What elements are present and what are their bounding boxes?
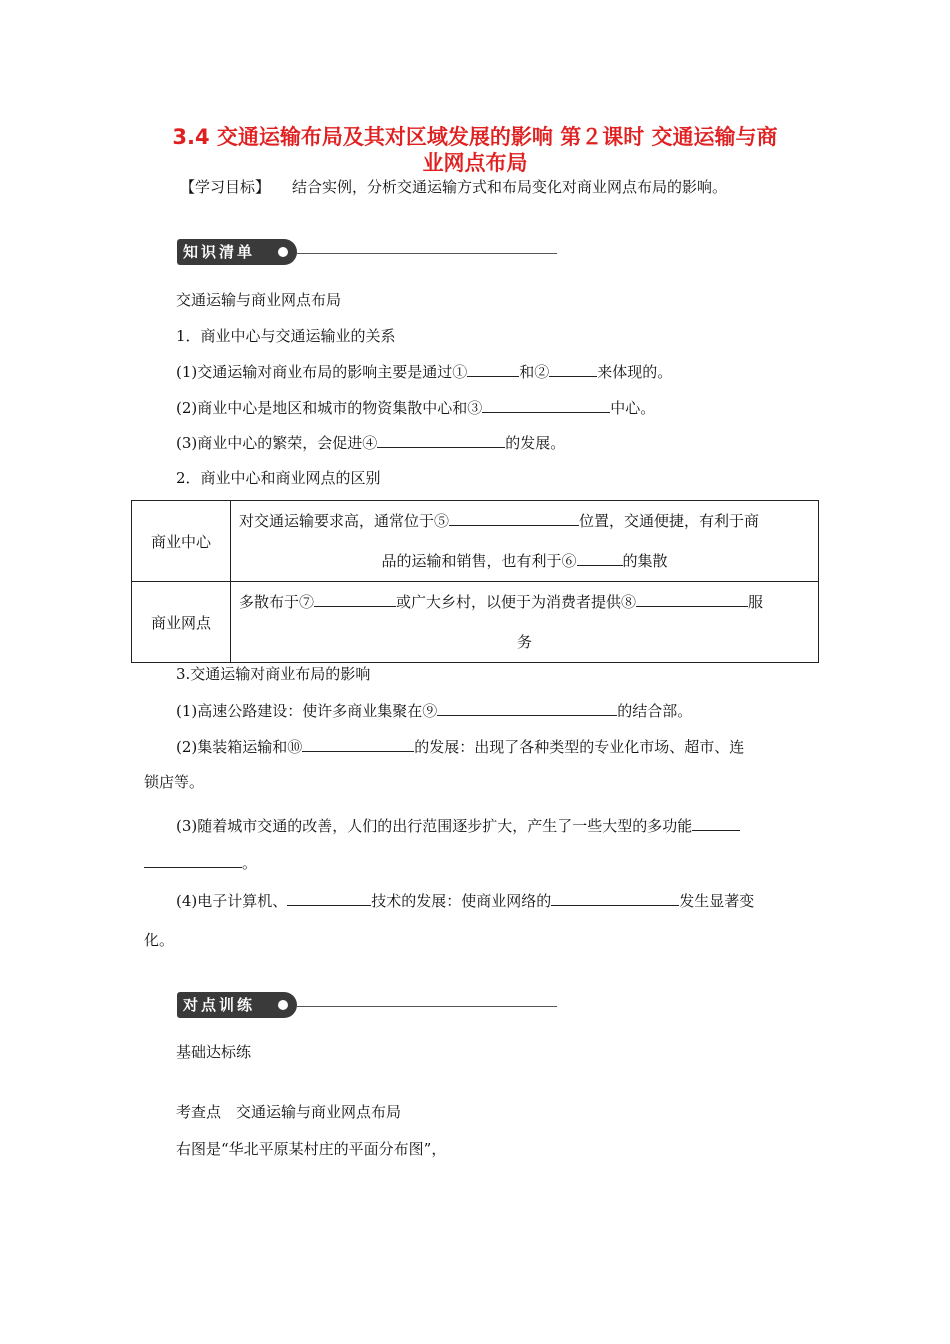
table-cell-content bbox=[231, 501, 819, 582]
question-1 bbox=[176, 361, 672, 382]
practice-intro: 右图是“华北平原某村庄的平面分布图”， bbox=[176, 1140, 447, 1158]
item-1: 1．商业中心与交通运输业的关系 bbox=[176, 327, 396, 345]
circle-icon bbox=[278, 247, 288, 257]
statement-4-cont: 化。 bbox=[144, 931, 175, 949]
question-text: 和② bbox=[519, 363, 550, 381]
cell-line bbox=[239, 541, 810, 581]
question-text: (3)商业中心的繁荣，会促进④ bbox=[176, 434, 378, 452]
cell-text: 服 bbox=[748, 593, 764, 611]
statement-3 bbox=[176, 815, 740, 836]
question-3 bbox=[176, 432, 565, 453]
comparison-table bbox=[131, 500, 819, 663]
page-title-line1: 3.4 交通运输布局及其对区域发展的影响 第２课时 交通运输与商 bbox=[172, 125, 778, 149]
section-badge-practice bbox=[177, 992, 297, 1018]
statement-3-cont bbox=[144, 852, 257, 873]
item-2: 2．商业中心和商业网点的区别 bbox=[176, 469, 381, 487]
cell-text: 对交通运输要求高，通常位于⑤ bbox=[239, 512, 450, 530]
page-title-line2: 业网点布局 bbox=[422, 151, 528, 175]
question-text: (1)交通运输对商业布局的影响主要是通过① bbox=[176, 363, 468, 381]
statement-text: 的结合部。 bbox=[617, 702, 693, 720]
answer-blank-2[interactable] bbox=[549, 361, 597, 377]
cell-line bbox=[239, 501, 810, 541]
cell-line bbox=[239, 582, 810, 622]
content-heading: 交通运输与商业网点布局 bbox=[176, 291, 342, 309]
answer-blank-10[interactable] bbox=[302, 736, 414, 752]
answer-blank-9[interactable] bbox=[437, 700, 617, 716]
question-2 bbox=[176, 397, 655, 418]
circle-icon bbox=[278, 1000, 288, 1010]
item-3: 3.交通运输对商业布局的影响 bbox=[176, 665, 371, 683]
statement-text: 。 bbox=[242, 854, 258, 872]
answer-blank-5[interactable] bbox=[449, 510, 579, 526]
section-badge-knowledge bbox=[177, 239, 297, 265]
table-row bbox=[132, 582, 819, 663]
table-cell-label: 商业中心 bbox=[132, 501, 231, 582]
table-cell-content bbox=[231, 582, 819, 663]
practice-level: 基础达标练 bbox=[176, 1043, 252, 1061]
question-text: 的发展。 bbox=[505, 434, 566, 452]
answer-blank-3[interactable] bbox=[482, 397, 610, 413]
objective-text: 结合实例，分析交通运输方式和布局变化对商业网点布局的影响。 bbox=[292, 178, 728, 196]
question-text: 中心。 bbox=[610, 399, 656, 417]
cell-text: 多散布于⑦ bbox=[239, 593, 315, 611]
answer-blank-12[interactable] bbox=[287, 890, 371, 906]
answer-blank-6[interactable] bbox=[577, 550, 623, 566]
table-cell-label: 商业网点 bbox=[132, 582, 231, 663]
section-divider bbox=[297, 1006, 557, 1007]
section-badge-label: 知识清单 bbox=[183, 243, 256, 261]
statement-text: 的发展：出现了各种类型的专业化市场、超市、连 bbox=[414, 738, 745, 756]
answer-blank-7[interactable] bbox=[314, 591, 396, 607]
answer-blank-8[interactable] bbox=[636, 591, 748, 607]
cell-text: 的集散 bbox=[622, 552, 668, 570]
cell-text: 品的运输和销售，也有利于⑥ bbox=[381, 552, 577, 570]
statement-2-cont: 锁店等。 bbox=[144, 773, 205, 791]
practice-point: 考查点 交通运输与商业网点布局 bbox=[176, 1103, 402, 1121]
section-badge-label: 对点训练 bbox=[183, 996, 256, 1014]
statement-text: (2)集装箱运输和⑩ bbox=[176, 738, 303, 756]
statement-4 bbox=[176, 890, 754, 911]
objective-label: 【学习目标】 bbox=[180, 178, 271, 196]
statement-2 bbox=[176, 736, 744, 757]
statement-text: 发生显著变 bbox=[679, 892, 755, 910]
statement-text: (1)高速公路建设：使许多商业集聚在⑨ bbox=[176, 702, 438, 720]
answer-blank-13[interactable] bbox=[551, 890, 679, 906]
statement-text: (3)随着城市交通的改善，人们的出行范围逐步扩大，产生了一些大型的多功能 bbox=[176, 817, 693, 835]
answer-blank-4[interactable] bbox=[377, 432, 505, 448]
answer-blank-11[interactable] bbox=[692, 815, 740, 831]
learning-objective bbox=[180, 177, 727, 197]
answer-blank-1[interactable] bbox=[467, 361, 519, 377]
statement-1 bbox=[176, 700, 692, 721]
cell-text: 位置，交通便捷，有利于商 bbox=[579, 512, 760, 530]
question-text: (2)商业中心是地区和城市的物资集散中心和③ bbox=[176, 399, 483, 417]
statement-text: 技术的发展：使商业网络的 bbox=[371, 892, 552, 910]
cell-line bbox=[239, 622, 810, 662]
section-divider bbox=[297, 253, 557, 254]
answer-blank-11b[interactable] bbox=[144, 852, 242, 868]
statement-text: (4)电子计算机、 bbox=[176, 892, 288, 910]
question-text: 来体现的。 bbox=[597, 363, 673, 381]
cell-text: 或广大乡村，以便于为消费者提供⑧ bbox=[396, 593, 637, 611]
cell-text: 务 bbox=[516, 633, 532, 651]
table-row bbox=[132, 501, 819, 582]
